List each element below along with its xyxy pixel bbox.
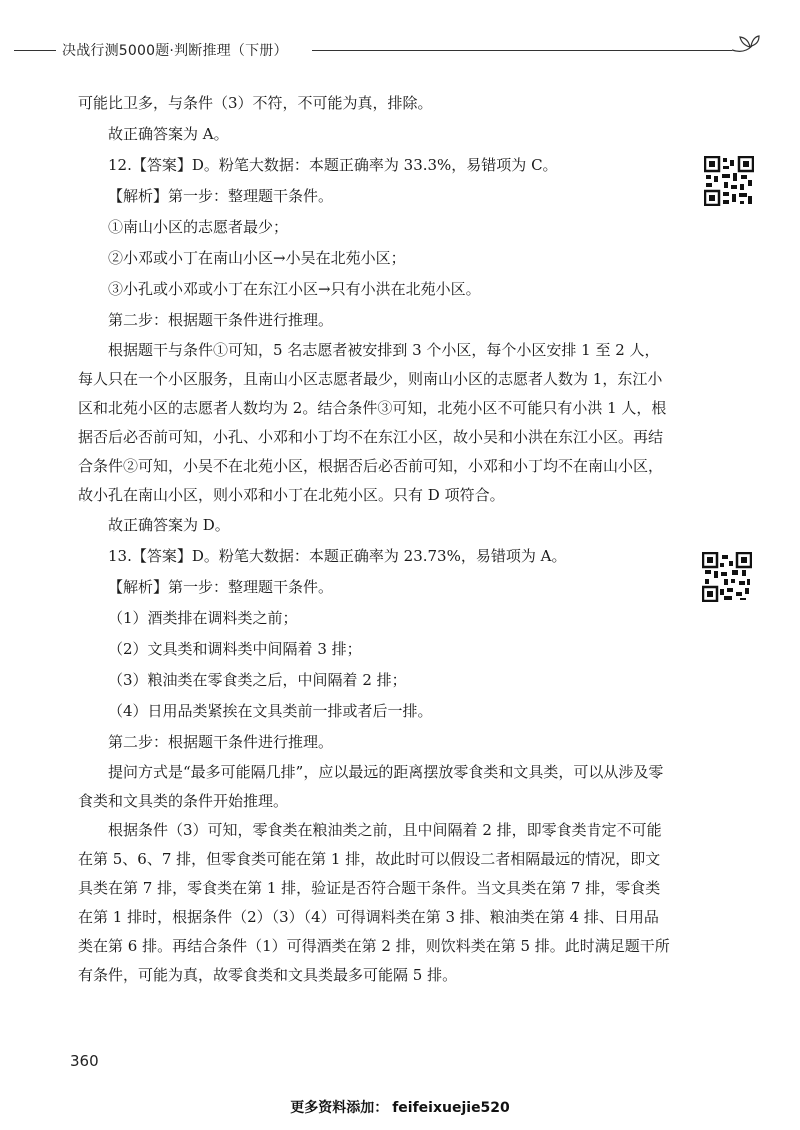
analysis-step-1: 【解析】第一步：整理题干条件。 (108, 578, 334, 596)
condition-item: ③小孔或小邓或小丁在东江小区→只有小洪在北苑小区。 (108, 280, 481, 298)
running-header (0, 36, 800, 66)
footer-label: 更多资料添加： (290, 1100, 389, 1116)
header-rule-right (312, 50, 732, 51)
condition-item: （1）酒类排在调料类之前； (108, 609, 298, 627)
analysis-step-1: 【解析】第一步：整理题干条件。 (108, 187, 334, 205)
reasoning-paragraph: 根据题干与条件①可知，5 名志愿者被安排到 3 个小区，每个小区安排 1 至 2 人，每人只在一个小区服务，且南山小区志愿者最少，则南山小区的志愿者人数为 1，东江小区和北苑小区的志愿者人数均为 2。结合条件③可知，北苑小区不可能只有小洪 1 人，根据否后必否前可知，小孔、小邓和小丁均不在东江小区，故小吴和小洪在东江小区。再结合条件②可知，小吴不在北苑小区，根据否后必否前可知，小邓和小丁均不在南山小区，故小孔在南山小区，则小邓和小丁在北苑小区。只有 D 项符合。 (78, 341, 667, 504)
answer-conclusion: 故正确答案为 D。 (108, 516, 230, 534)
answer-conclusion: 故正确答案为 A。 (108, 125, 229, 143)
question-13-answer: 13.【答案】D。粉笔大数据：本题正确率为 23.73%，易错项为 A。 (108, 547, 567, 565)
condition-item: ①南山小区的志愿者最少； (108, 218, 289, 236)
condition-item: （2）文具类和调料类中间隔着 3 排； (108, 640, 362, 658)
text-line: 可能比卫多，与条件（3）不符，不可能为真，排除。 (78, 94, 433, 112)
reasoning-paragraph: 根据条件（3）可知，零食类在粮油类之前，且中间隔着 2 排，即零食类肯定不可能在第 5、6、7 排，但零食类可能在第 1 排，故此时可以假设二者相隔最远的情况，即文具类在第 7 排，零食类在第 1 排，验证是否符合题干条件。当文具类在第 7 排，零食类在第 1 排时，根据条件（2）（3）（4）可得调料类在第 3 排、粮油类在第 4 排、日用品类在第 6 排。再结合条件（1）可得酒类在第 2 排，则饮料类在第 5 排。此时满足题干所有条件，可能为真，故零食类和文具类最多可能隔 5 排。 (78, 821, 670, 984)
condition-item: （4）日用品类紧挨在文具类前一排或者后一排。 (108, 702, 433, 720)
reasoning-paragraph: 提问方式是“最多可能隔几排”，应以最远的距离摆放零食类和文具类，可以从涉及零食类和文具类的条件开始推理。 (78, 763, 664, 810)
analysis-step-2: 第二步：根据题干条件进行推理。 (108, 733, 334, 751)
page-number: 360 (70, 1052, 99, 1070)
condition-item: （3）粮油类在零食类之后，中间隔着 2 排； (108, 671, 407, 689)
footer-promo (0, 1097, 800, 1117)
qr-code-icon[interactable] (704, 156, 754, 206)
question-12-answer: 12.【答案】D。粉笔大数据：本题正确率为 33.3%，易错项为 C。 (108, 156, 558, 174)
header-rule-left (14, 50, 56, 51)
solution-text (78, 88, 672, 990)
analysis-step-2: 第二步：根据题干条件进行推理。 (108, 311, 334, 329)
book-title: 决战行测5000题·判断推理（下册） (62, 43, 288, 59)
qr-code-icon[interactable] (702, 552, 752, 602)
sprout-icon (728, 32, 760, 60)
condition-item: ②小邓或小丁在南山小区→小吴在北苑小区； (108, 249, 406, 267)
footer-contact: feifeixuejie520 (392, 1100, 510, 1116)
